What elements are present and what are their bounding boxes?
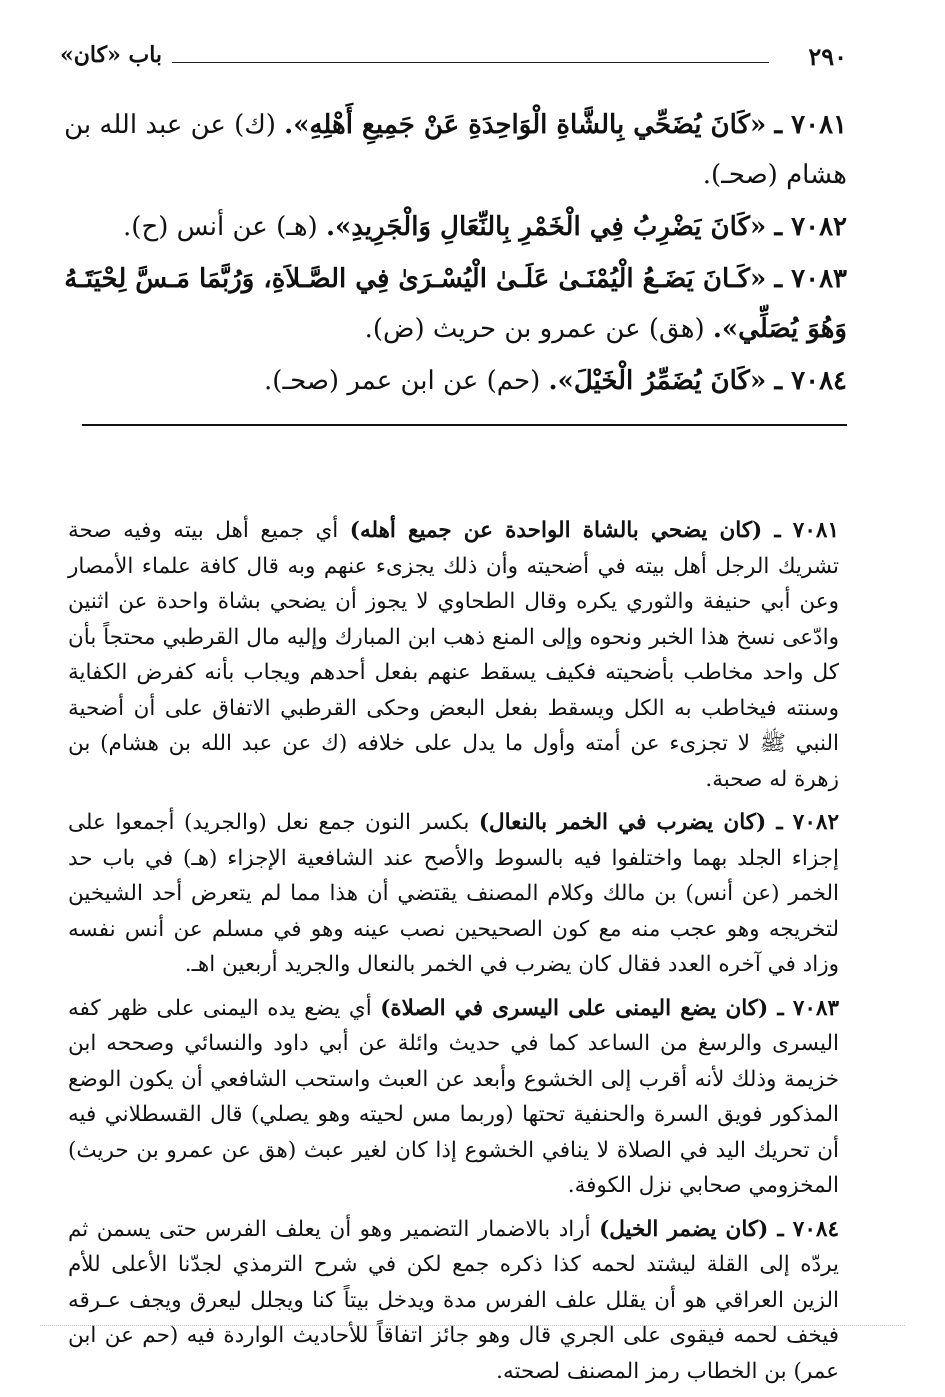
hadith-7081 [60, 100, 847, 200]
commentary-lead: ٧٠٨٤ ـ (كان يضمر الخيل) [599, 1216, 839, 1242]
hadith-number: ٧٠٨٣ ـ [774, 264, 847, 294]
commentary-lead: ٧٠٨٣ ـ (كان يضع اليمنى على اليسرى في الصلاة) [380, 995, 840, 1021]
hadith-7084 [60, 356, 847, 406]
scan-edge [40, 1325, 905, 1328]
footnote-separator [82, 424, 847, 426]
hadith-source: (ك) عن عبد الله بن هشام (صحـ). [64, 110, 847, 190]
hadith-text: «كَانَ يُضَمِّرُ الْخَيْلَ». [548, 366, 767, 396]
hadith-text: «كَانَ يَضْرِبُ فِي الْخَمْرِ بِالنِّعَالِ وَالْجَرِيدِ». [325, 212, 767, 242]
commentary-7083 [68, 991, 839, 1204]
hadith-text: «كَـانَ يَضَـعُ الْيُمْنَـىٰ عَلَـىٰ الْيُسْـرَىٰ فِي الصَّـلاَةِ، وَرُبَّمَا مَـسَّ لِحْيَتَـهُ وَهُوَ يُصَلِّي». [64, 264, 847, 344]
commentary-7084 [68, 1212, 839, 1390]
hadith-source: (هق) عن عمرو بن حريث (ض). [364, 314, 705, 344]
commentary-7081 [68, 513, 839, 797]
commentary-7082 [68, 805, 839, 983]
hadith-number: ٧٠٨١ ـ [774, 110, 847, 140]
hadith-7083 [60, 254, 847, 354]
commentary-body: أراد بالاضمار التضمير وهو أن يعلف الفرس حتى يسمن ثم يردّه إلى القلة ليشتد لحمه كذا ذكره جمع لكن في شرح الترمذي لجدّنا الأعلى للأم الزين العراقي هو أن يقلل علف الفرس مدة ويدخل بيتاً كنا ويجلل ليعرق ويجف عـرقه فيخف لحمه فيقوى على الجري قال وهو جائز اتفاقاً للأحاديث الواردة فيه (حم عن ابن عمر) بن الخطاب رمز المصنف لصحته. [68, 1216, 839, 1384]
hadith-7082 [60, 202, 847, 252]
commentary-body: أي يضع يده اليمنى على ظهر كفه اليسرى والرسغ من الساعد كما في حديث وائلة عن أبي داود والنسائي وصححه ابن خزيمة وذلك لأنه أقرب إلى الخشوع وأبعد عن العبث واستحب الشافعي أن يكون الوضع المذكور فويق السرة والحنفية تحتها (وربما مس لحيته وهو يصلي) قال القسطلاني فيه أن تحريك اليد في الصلاة لا ينافي الخشوع إذا كان لغير عبث (هق عن عمرو بن حريث) المخزومي صحابي نزل الكوفة. [68, 995, 839, 1198]
hadith-texts [60, 100, 847, 408]
commentary-lead: ٧٠٨٢ ـ (كان يضرب في الخمر بالنعال) [478, 810, 839, 835]
hadith-number: ٧٠٨٤ ـ [774, 366, 847, 396]
hadith-text: «كَانَ يُضَحِّي بِالشَّاةِ الْوَاحِدَةِ عَنْ جَمِيعِ أَهْلِهِ». [284, 110, 767, 140]
header-rule [172, 62, 769, 63]
commentary-body: بكسر النون جمع نعل (والجريد) أجمعوا على إجزاء الجلد بهما واختلفوا فيه بالسوط والأصح عند الشافعية الإجزاء (هـ) في باب حد الخمر (عن أنس) بن مالك وكلام المصنف يقتضي أن هذا مما لم يتعرض أحد الشيخين لتخريجه وهو عجب منه مع كون الصحيحين نصب عينه وهو في مسلم عن أنس نفسه وزاد في آخره العدد فقال كان يضرب في الخمر بالنعال والجريد أربعين اهـ. [68, 810, 839, 977]
hadith-number: ٧٠٨٢ ـ [774, 212, 847, 242]
page-number: ٢٩٠ [808, 42, 847, 71]
commentary-body: أي جميع أهل بيته وفيه صحة تشريك الرجل أهل بيته في أضحيته وأن ذلك يجزىء عنهم وبه قال كافة علماء الأمصار وعن أبي حنيفة والثوري يكره وقال الطحاوي لا يجوز أن يضحي بشاة واحدة عن اثنين وادّعى نسخ هذا الخبر ونحوه وإلى المنع ذهب ابن المبارك وإليه مال القرطبي محتجاً بأن كل واحد مخاطب بأضحيته فكيف يسقط عنهم بفعل أحدهم ويجاب بأنه كفرض الكفاية وسنته فيخاطب به الكل ويسقط بفعل البعض وحكى القرطبي الاتفاق على أن أضحية النبي ﷺ لا تجزىء عن أمته وأول ما يدل على خلافه (ك عن عبد الله بن هشام) بن زهرة له صحبة. [68, 518, 839, 792]
commentary-lead: ٧٠٨١ ـ (كان يضحي بالشاة الواحدة عن جميع أهله) [349, 518, 839, 543]
chapter-title: باب «كان» [60, 42, 163, 68]
hadith-source: (حم) عن ابن عمر (صحـ). [264, 366, 541, 396]
commentary-section [68, 513, 839, 1397]
page-header [60, 38, 847, 78]
hadith-source: (هـ) عن أنس (ح). [123, 212, 318, 242]
